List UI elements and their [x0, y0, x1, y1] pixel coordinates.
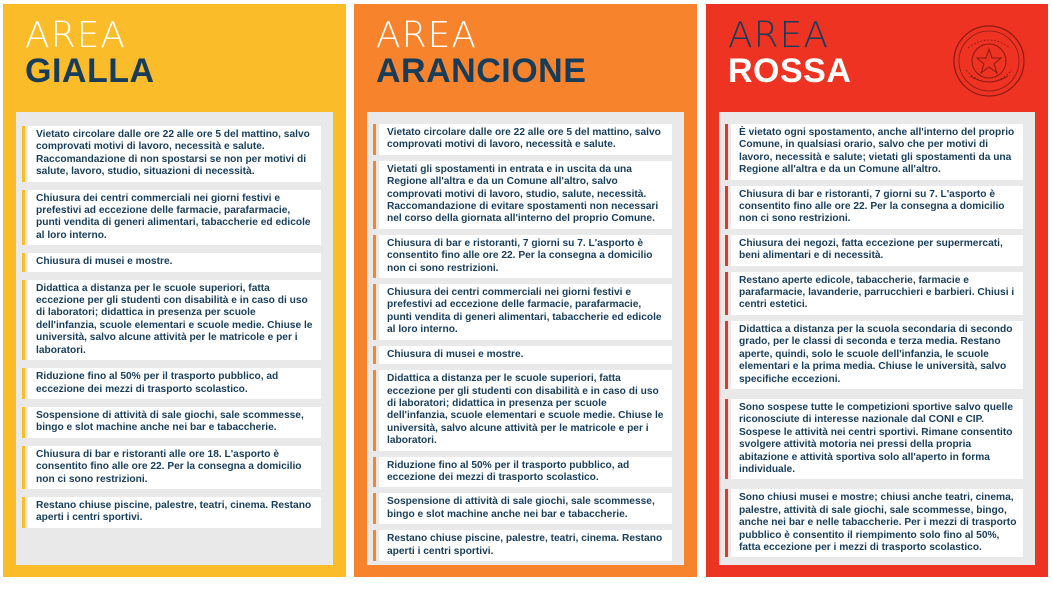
- rule-item: Sospensione di attività di sale giochi, sale scommesse, bingo e slot machine anche nei bar e tabaccherie.: [379, 493, 672, 524]
- rule-item: Chiusura dei centri commerciali nei giorni festivi e prefestivi ad eccezione delle farmacie, parafarmacie, punti vendita di generi alimentari, tabaccherie ed edicole al loro interno.: [28, 190, 321, 246]
- rule-item: Didattica a distanza per le scuole superiori, fatta eccezione per gli studenti con disabilità e in caso di uso di laboratori; didattica in presenza per scuole dell'infanzia, scuole elementari e scuole medie. Chiuse le università, salvo alcune attività per le matricole e per i laboratori.: [28, 280, 321, 360]
- rule-item: Chiusura di musei e mostre.: [379, 346, 672, 364]
- title-line2: ARANCIONE: [376, 52, 587, 90]
- area-gialla-title: [25, 15, 155, 90]
- rule-item: Didattica a distanza per le scuole superiori, fatta eccezione per gli studenti con disabilità e in caso di uso di laboratori; didattica in presenza per scuole dell'infanzia, scuole elementari e scuole medie. Chiuse le università, salvo alcune attività per le matricole e per i laboratori.: [379, 370, 672, 450]
- area-rossa-title: [728, 15, 852, 90]
- rules-panel: [367, 112, 684, 565]
- rule-item: Chiusura dei negozi, fatta eccezione per supermercati, beni alimentari e di necessità.: [731, 235, 1023, 266]
- rule-item: Chiusura dei centri commerciali nei giorni festivi e prefestivi ad eccezione delle farmacie, parafarmacie, punti vendita di generi alimentari, tabaccherie ed edicole al loro interno.: [379, 284, 672, 340]
- rules-panel: [719, 112, 1035, 565]
- title-line1: AREA: [376, 15, 478, 56]
- rule-item: Chiusura di musei e mostre.: [28, 253, 321, 271]
- rules-panel: [16, 112, 333, 565]
- rule-item: È vietato ogni spostamento, anche all'interno del proprio Comune, in qualsiasi orario, salvo che per motivi di lavoro, necessità e salute; vietati gli spostamenti da una Regione all'altra e da un Comune all'altro.: [731, 124, 1023, 180]
- rule-item: Sono sospese tutte le competizioni sportive salvo quelle riconosciute di interesse nazionale dal CONI e CIP. Sospese le attività nei centri sportivi. Rimane consentito svolgere attività motoria nei pressi della propria abitazione e attività sportiva solo all'aperto in forma individuale.: [731, 399, 1023, 479]
- title-line2: ROSSA: [728, 52, 852, 90]
- rule-item: Chiusura di bar e ristoranti, 7 giorni su 7. L'asporto è consentito fino alle ore 22. Per la consegna a domicilio non ci sono restrizioni.: [379, 235, 672, 278]
- rule-item: Sospensione di attività di sale giochi, sale scommesse, bingo e slot machine anche nei bar e tabaccherie.: [28, 407, 321, 438]
- rule-item: Chiusura di bar e ristoranti, 7 giorni su 7. L'asporto è consentito fino alle ore 22. Per la consegna a domicilio non ci sono restrizioni.: [731, 186, 1023, 229]
- title-line1: AREA: [728, 15, 830, 56]
- column-area-rossa: [706, 4, 1048, 577]
- rule-item: Vietato circolare dalle ore 22 alle ore 5 del mattino, salvo comprovati motivi di lavoro, necessità e salute.: [379, 124, 672, 155]
- rule-item: Restano aperte edicole, tabaccherie, farmacie e parafarmacie, lavanderie, parrucchieri e barbieri. Chiusi i centri estetici.: [731, 272, 1023, 315]
- rule-item: Restano chiuse piscine, palestre, teatri, cinema. Restano aperti i centri sportivi.: [28, 497, 321, 528]
- rule-item: Restano chiuse piscine, palestre, teatri, cinema. Restano aperti i centri sportivi.: [379, 530, 672, 561]
- area-arancione-title: [376, 15, 587, 90]
- repubblica-italiana-emblem-icon: [952, 24, 1026, 98]
- title-line1: AREA: [25, 15, 127, 56]
- title-line2: GIALLA: [25, 52, 155, 90]
- column-area-arancione: [354, 4, 697, 577]
- rule-item: Riduzione fino al 50% per il trasporto pubblico, ad eccezione dei mezzi di trasporto scolastico.: [28, 368, 321, 399]
- rule-item: Riduzione fino al 50% per il trasporto pubblico, ad eccezione dei mezzi di trasporto scolastico.: [379, 457, 672, 488]
- rule-item: Vietati gli spostamenti in entrata e in uscita da una Regione all'altra e da un Comune all'altro, salvo comprovati motivi di lavoro, studio, salute, necessità. Raccomandazione di evitare spostamenti non necessari nel corso della giornata all'interno del proprio Comune.: [379, 161, 672, 229]
- rule-item: Vietato circolare dalle ore 22 alle ore 5 del mattino, salvo comprovati motivi di lavoro, necessità e salute. Raccomandazione di non spostarsi se non per motivi di salute, lavoro, studio, situazioni di necessità.: [28, 126, 321, 182]
- rule-item: Chiusura di bar e ristoranti alle ore 18. L'asporto è consentito fino alle ore 22. Per la consegna a domicilio non ci sono restrizioni.: [28, 446, 321, 489]
- column-area-gialla: [3, 4, 346, 577]
- rule-item: Sono chiusi musei e mostre; chiusi anche teatri, cinema, palestre, attività di sale giochi, sale scommesse, bingo, anche nei bar e nelle tabaccherie. Per i mezzi di trasporto pubblico è consentito il riempimento solo fino al 50%, fatta eccezione per i mezzi di trasporto scolastico.: [731, 489, 1023, 557]
- rule-item: Didattica a distanza per la scuola secondaria di secondo grado, per le classi di seconda e terza media. Restano aperte, quindi, solo le scuole dell'infanzia, le scuole elementari e la prima media. Chiuse le università, salvo specifiche eccezioni.: [731, 321, 1023, 389]
